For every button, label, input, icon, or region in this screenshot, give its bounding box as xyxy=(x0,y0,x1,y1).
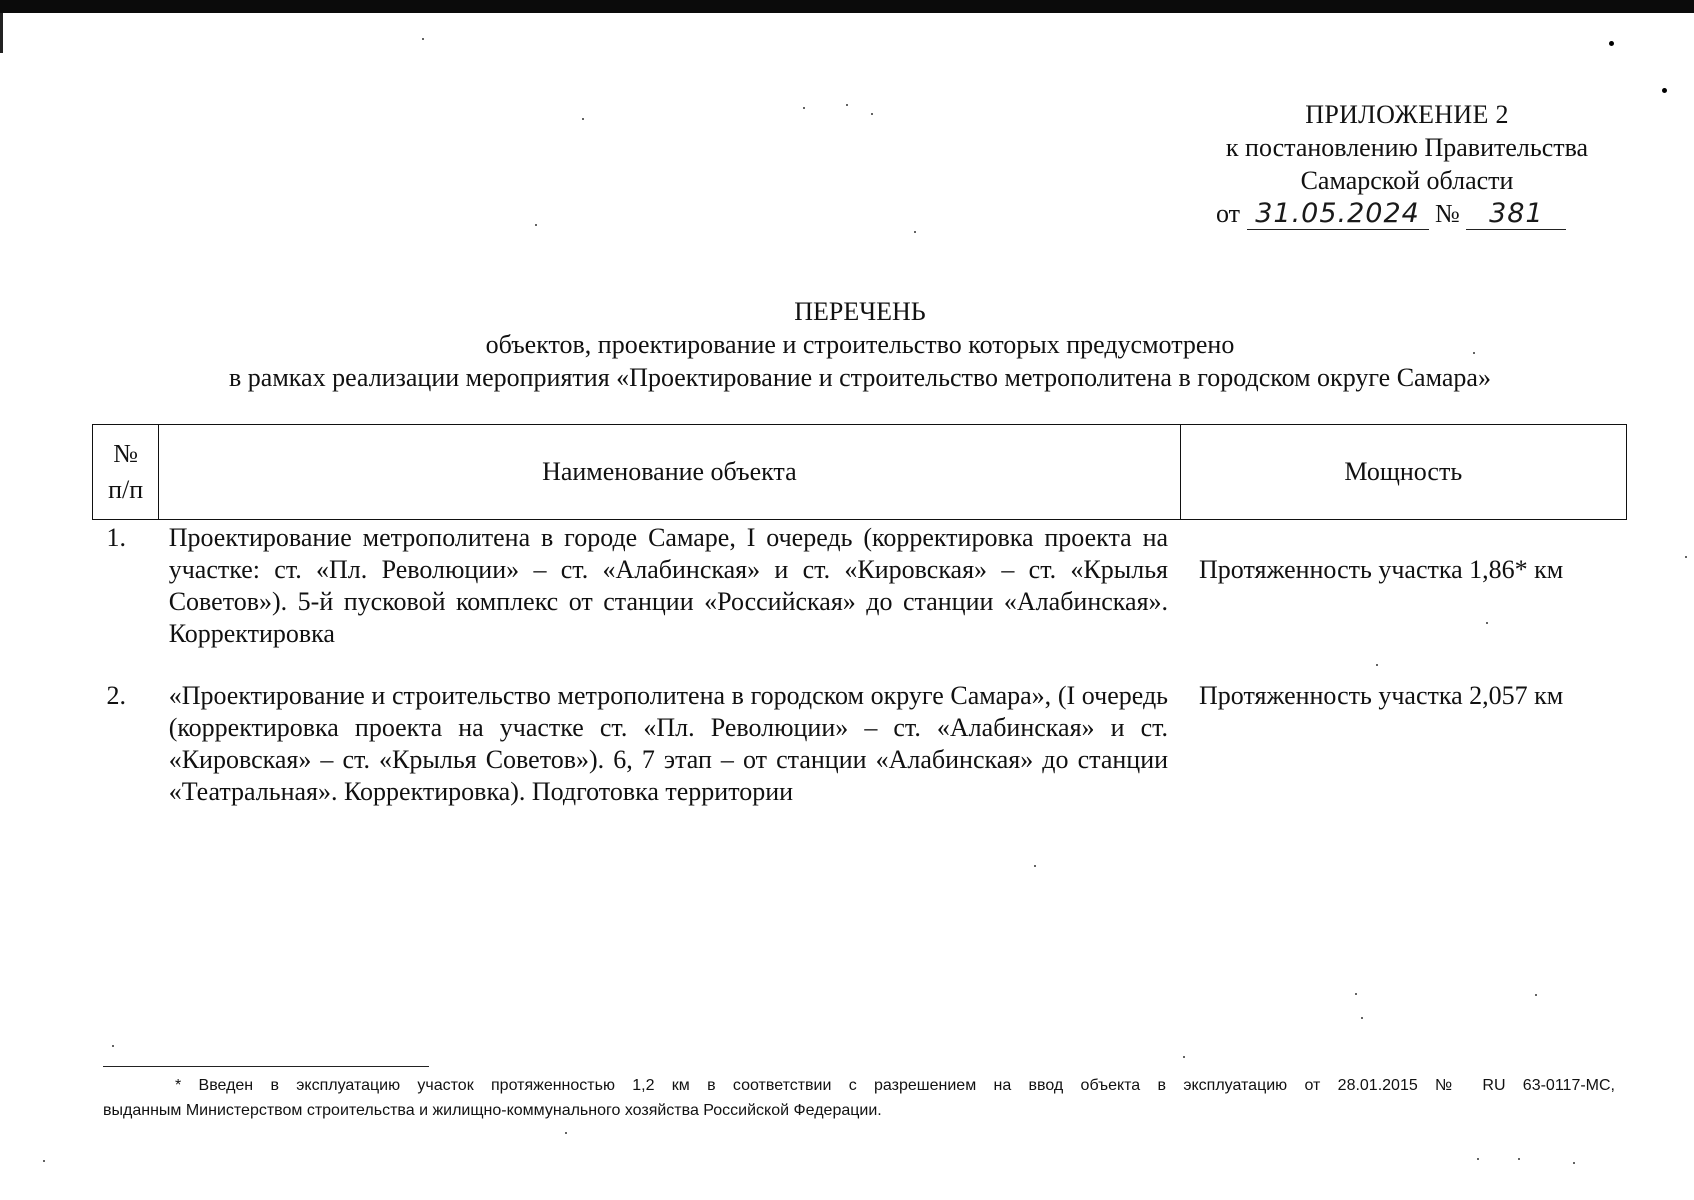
scan-speck xyxy=(1662,88,1667,93)
appendix-region-line: Самарской области xyxy=(1300,166,1514,195)
scan-left-edge-mark xyxy=(0,13,3,53)
row-object-name: Проектирование метрополитена в городе Самаре, I очередь (корректировка проекта на участке: ст. «Пл. Революции» – ст. «Алабинская» и ст. «Кировская» – ст. «Крылья Советов»). 5-й пусковой комплекс от станции «Российская» до станции «Алабинская». Корректировка xyxy=(168,523,1169,648)
heading-subtitle-line-2: в рамках реализации мероприятия «Проектирование и строительство метрополитена в городском округе Самара» xyxy=(229,363,1491,392)
row-number: 1. xyxy=(106,523,126,552)
row-object-name: «Проектирование и строительство метрополитена в городском округе Самара», (I очередь (корректировка проекта на участке ст. «Пл. Революции» – ст. «Алабинская» и ст. «Кировская» – ст. «Крылья Советов»). 6, 7 этап – от станции «Алабинская» до станции «Театральная». Корректировка). Подготовка территории xyxy=(168,681,1169,806)
header-capacity: Мощность xyxy=(1180,425,1626,520)
scan-speck xyxy=(871,113,873,115)
scan-speck xyxy=(1535,994,1537,996)
handwritten-date: 31.05.2024 xyxy=(1247,199,1429,230)
appendix-title: ПРИЛОЖЕНИЕ 2 xyxy=(1305,100,1509,129)
objects-table xyxy=(92,424,1627,808)
table-row xyxy=(93,680,1627,808)
appendix-header xyxy=(1200,98,1614,230)
scan-speck xyxy=(1477,1158,1479,1160)
date-prefix: от xyxy=(1216,199,1241,228)
footnote-separator xyxy=(103,1066,429,1067)
number-sign: № xyxy=(1435,199,1460,228)
appendix-resolution-line: к постановлению Правительства xyxy=(1225,133,1589,162)
appendix-date-number-line xyxy=(1200,197,1614,230)
scan-speck xyxy=(1486,622,1488,624)
scan-speck xyxy=(1183,1056,1185,1058)
scan-speck xyxy=(1573,1162,1575,1164)
row-capacity: Протяженность участка 1,86* км xyxy=(1199,555,1564,584)
header-object-name: Наименование объекта xyxy=(159,425,1180,520)
heading-subtitle-line-1: объектов, проектирование и строительство которых предусмотрено xyxy=(485,330,1235,359)
scan-speck xyxy=(1609,41,1614,46)
scan-speck xyxy=(1685,556,1687,558)
scan-top-border xyxy=(0,0,1694,13)
scan-speck xyxy=(112,1045,114,1047)
scan-speck xyxy=(914,231,916,233)
heading-title: ПЕРЕЧЕНЬ xyxy=(794,297,926,326)
scan-speck xyxy=(846,104,848,106)
scan-speck xyxy=(535,224,537,226)
scan-speck xyxy=(565,1132,567,1134)
scan-speck xyxy=(803,107,805,109)
scan-speck xyxy=(43,1160,45,1162)
scan-speck xyxy=(1518,1158,1520,1160)
scan-speck xyxy=(582,118,584,120)
document-heading xyxy=(140,295,1580,394)
scan-speck xyxy=(1355,993,1357,995)
scan-speck xyxy=(1034,865,1036,867)
footnote xyxy=(103,1073,1615,1123)
footnote-line-1: * Введен в эксплуатацию участок протяженностью 1,2 км в соответствии с разрешением на ввод объекта в эксплуатацию от 28.01.2015 № RU 63-0117-МС, xyxy=(175,1077,1615,1094)
row-number: 2. xyxy=(106,681,126,710)
header-number-sign: № xyxy=(113,439,138,468)
table-header-row xyxy=(93,425,1627,520)
handwritten-number: 381 xyxy=(1466,199,1566,230)
scan-speck xyxy=(422,38,424,40)
scan-speck xyxy=(1376,664,1378,666)
header-number xyxy=(93,425,159,520)
table-row xyxy=(93,520,1627,681)
scan-speck xyxy=(1473,352,1475,354)
header-number-pp: п/п xyxy=(108,475,144,504)
scan-speck xyxy=(1361,1017,1363,1019)
row-capacity: Протяженность участка 2,057 км xyxy=(1199,681,1564,710)
footnote-line-2: выданным Министерством строительства и жилищно-коммунального хозяйства Российской Федерации. xyxy=(103,1102,882,1119)
